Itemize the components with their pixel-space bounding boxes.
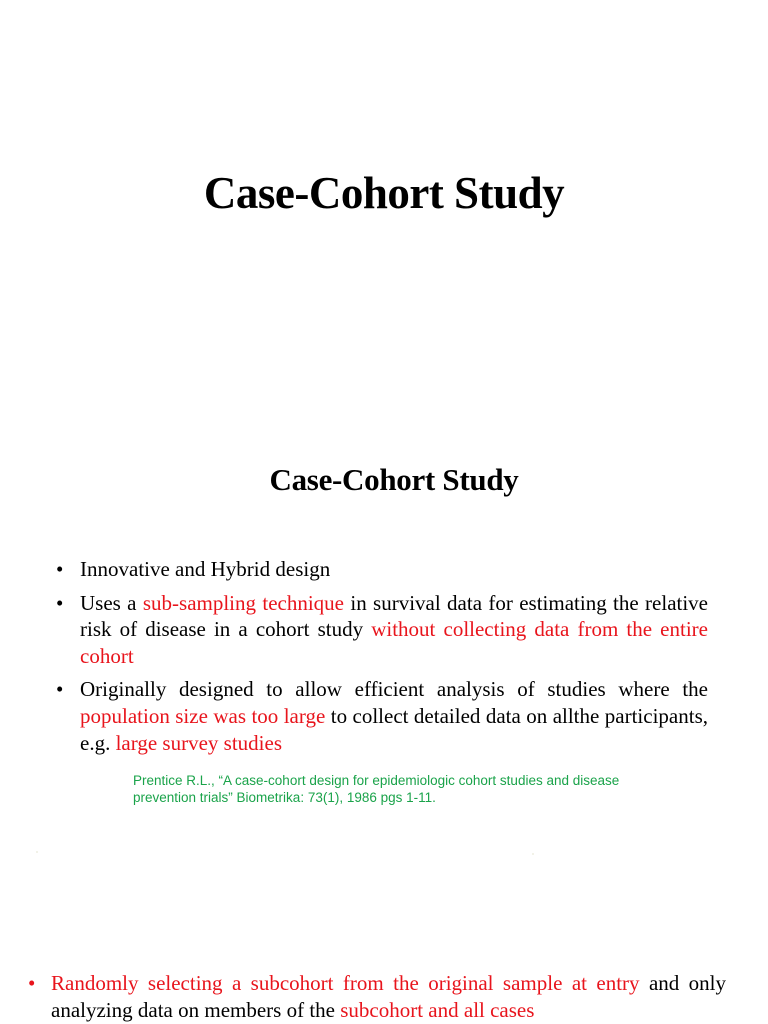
bullet-item — [28, 970, 726, 1023]
bullet-item — [56, 676, 708, 756]
highlighted-text: subcohort and all cases — [340, 997, 535, 1022]
bullet-text: and only analyzing data on members of the — [51, 971, 727, 1022]
bullet-item — [56, 590, 708, 670]
bullet-icon: • — [28, 971, 36, 995]
bullet-icon: • — [56, 590, 64, 615]
bullet-icon: • — [56, 557, 64, 581]
slide-title: Case-Cohort Study — [203, 168, 565, 218]
section-title: Case-Cohort Study — [269, 462, 519, 497]
highlighted-text: large survey studies — [115, 730, 282, 755]
faint-mark — [36, 851, 38, 853]
citation: Prentice R.L., “A case-cohort design for epidemiologic cohort studies and disease prevention trials” Biometrika: 73(1), 1986 pgs 1-11. — [133, 773, 620, 805]
highlighted-text: without collecting data from the entire cohort — [80, 617, 708, 668]
highlighted-text: population size was too large — [80, 703, 326, 728]
bullet-text: Innovative and Hybrid design — [80, 557, 331, 581]
highlighted-text: sub-sampling technique — [142, 590, 345, 615]
bullet-list — [56, 556, 708, 763]
bullet-icon: • — [56, 677, 64, 702]
highlighted-text: Randomly selecting a subcohort from the original sample at entry — [51, 971, 640, 995]
bullet-text: to collect detailed data on allthe participants, e.g. — [80, 703, 708, 755]
faint-mark — [532, 853, 534, 855]
bullet-text: in survival data for estimating the relative risk of disease in a cohort study — [80, 590, 709, 642]
bullet-text: Uses a — [80, 590, 143, 615]
bullet-text: Originally designed to allow efficient analysis of studies where the — [80, 677, 708, 702]
bullet-item — [56, 556, 708, 583]
